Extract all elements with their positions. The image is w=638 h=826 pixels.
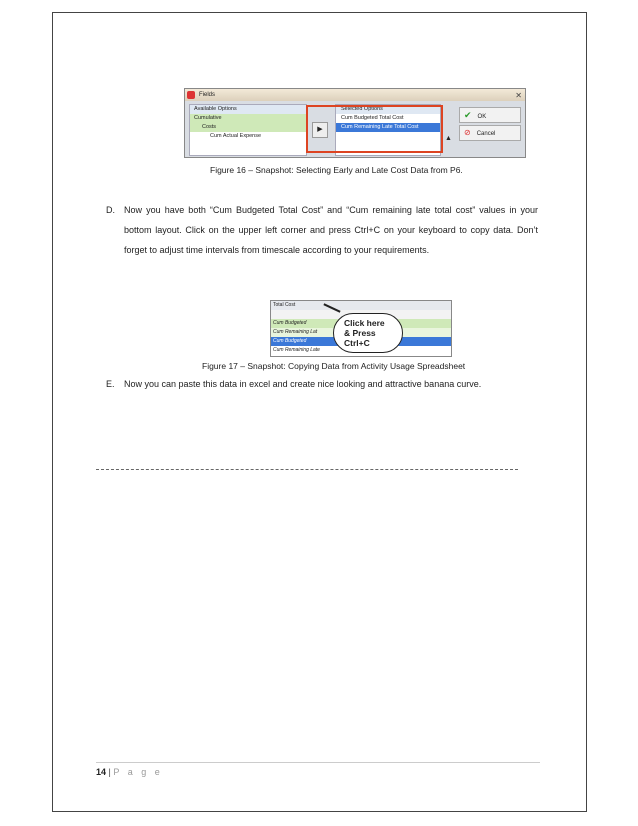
ok-button[interactable] <box>459 107 521 123</box>
page-label: P a g e <box>113 767 163 777</box>
page-number: 14 <box>96 767 107 777</box>
figure-16-screenshot <box>184 88 526 158</box>
row-cum-budgeted-1[interactable]: Cum Budgeted <box>273 320 307 326</box>
step-e-letter: E. <box>106 379 115 389</box>
available-options-panel <box>189 104 307 156</box>
figure-17-screenshot <box>270 300 452 357</box>
click-here-callout <box>333 313 403 353</box>
total-cost-header: Total Cost <box>273 302 296 308</box>
step-e-paragraph <box>106 374 538 394</box>
cancel-label: Cancel <box>476 131 496 137</box>
check-icon: ✔ <box>464 110 472 120</box>
close-icon[interactable]: ✕ <box>515 91 522 100</box>
figure-17-caption: Figure 17 – Snapshot: Copying Data from Activity Usage Spreadsheet <box>202 361 466 371</box>
tree-item-cum-actual-expense[interactable]: Cum Actual Expense <box>210 133 262 139</box>
row-cum-remaining-2[interactable]: Cum Remaining Late <box>273 347 320 353</box>
footer-separator: | <box>108 767 111 777</box>
selected-item-budgeted[interactable]: Cum Budgeted Total Cost <box>341 115 404 121</box>
step-e-text: Now you can paste this data in excel and create nice looking and attractive banana curve. <box>124 379 482 389</box>
callout-line-1: Click here <box>344 318 385 328</box>
tree-item-costs[interactable]: Costs <box>190 123 306 132</box>
available-options-header: Available Options <box>190 105 306 114</box>
step-d-text: Now you have both “Cum Budgeted Total Cost” and “Cum remaining late total cost” values in your bottom layout. Click on the upper left corner and press Ctrl+C on your keyboard to copy data. Don’t forget to adjust time intervals from timescale according to your requirements. <box>124 205 538 255</box>
app-icon <box>187 91 195 99</box>
ok-label: OK <box>477 114 487 120</box>
cancel-button[interactable] <box>459 125 521 141</box>
callout-line-3: Ctrl+C <box>344 338 370 348</box>
add-arrow-button[interactable]: ▶ <box>312 122 328 138</box>
row-cum-budgeted-2[interactable]: Cum Budgeted <box>273 338 307 344</box>
cancel-icon: ⊘ <box>464 128 471 137</box>
page-footer <box>96 767 163 777</box>
fields-window-title: Fields <box>199 92 216 98</box>
highlight-box <box>306 105 443 153</box>
selected-item-remaining-late[interactable]: Cum Remaining Late Total Cost <box>336 123 440 132</box>
step-d-letter: D. <box>106 205 115 215</box>
footer-rule <box>96 762 540 763</box>
fields-window-titlebar <box>185 89 525 101</box>
row-cum-remaining-1[interactable]: Cum Remaining Lat <box>273 329 318 335</box>
move-up-icon[interactable]: ▲ <box>445 135 452 142</box>
figure-16-caption: Figure 16 – Snapshot: Selecting Early and Late Cost Data from P6. <box>210 165 463 175</box>
step-d-paragraph <box>106 200 538 260</box>
callout-line-2: & Press <box>344 328 376 338</box>
section-divider <box>96 469 518 470</box>
selected-options-header: Selected Options <box>336 105 440 114</box>
tree-item-cumulative[interactable]: Cumulative <box>190 114 306 123</box>
